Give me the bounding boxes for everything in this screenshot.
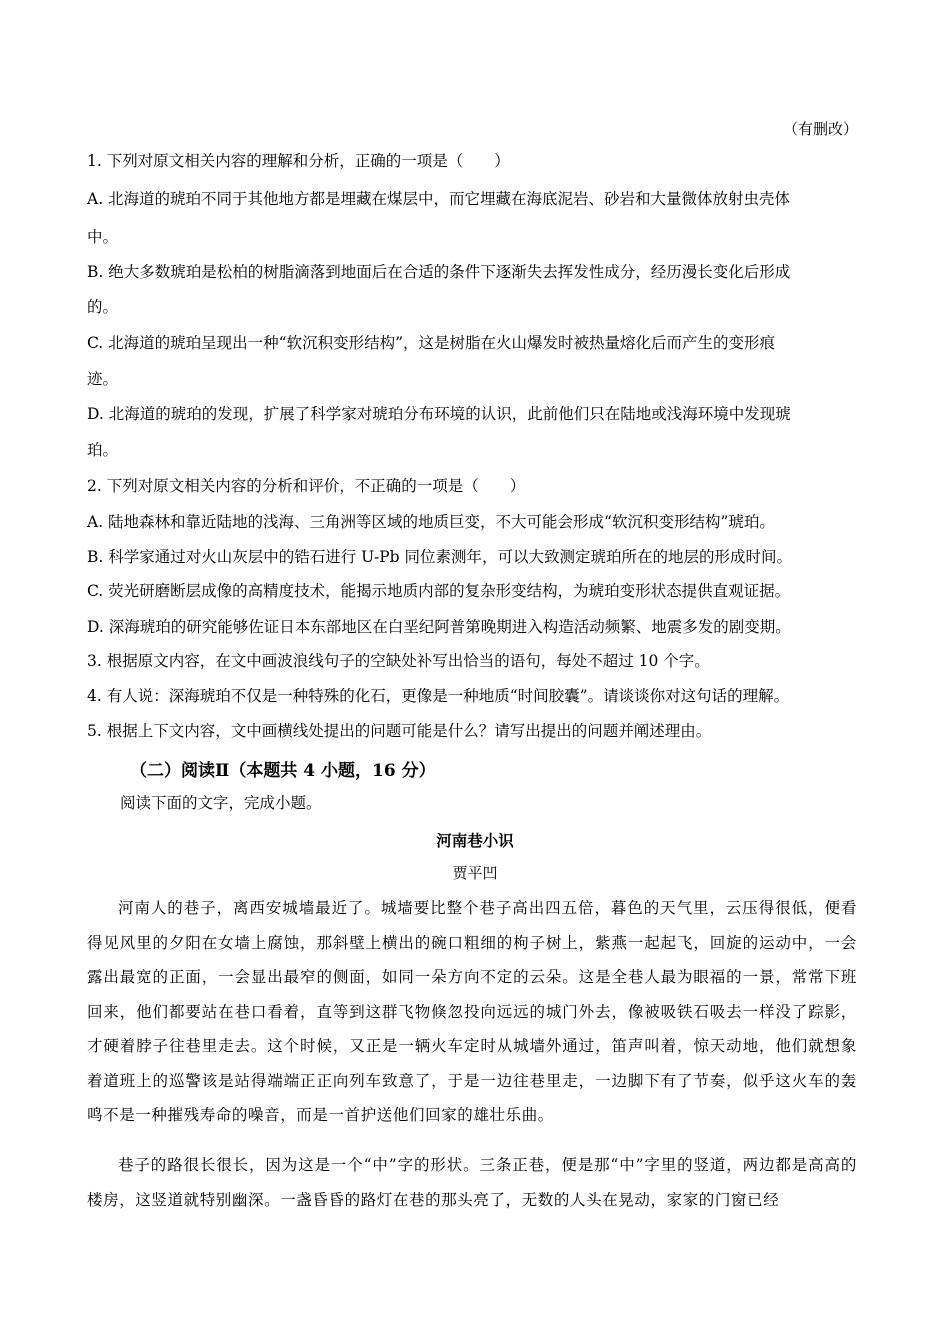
q1-option-a: A. 北海道的琥珀不同于其他地方都是埋藏在煤层中，而它埋藏在海底泥岩、砂岩和大量微体放射虫壳体 [87,190,791,208]
q1-option-b-cont: 的。 [87,298,119,316]
q2-option-c: C. 荧光研磨断层成像的高精度技术，能揭示地质内部的复杂形变结构，为琥珀变形状态提供直观证据。 [87,582,791,600]
q1-option-b: B. 绝大多数琥珀是松柏的树脂滴落到地面后在合适的条件下逐渐失去挥发性成分，经历漫长变化后形成 [87,263,791,281]
q1-option-c-cont: 迹。 [87,370,119,388]
question-4: 4. 有人说：深海琥珀不仅是一种特殊的化石，更像是一种地质“时间胶囊”。请谈谈你对这句话的理解。 [87,687,790,705]
question-5: 5. 根据上下文内容，文中画横线处提出的问题可能是什么？请写出提出的问题并阐述理由。 [87,722,712,740]
q1-option-d: D. 北海道的琥珀的发现，扩展了科学家对琥珀分布环境的认识，此前他们只在陆地或浅海环境中发现琥 [87,405,791,423]
question-3: 3. 根据原文内容，在文中画波浪线句子的空缺处补写出恰当的语句，每处不超过 10 个字。 [87,652,710,670]
source-note: （有删改） [782,120,858,138]
article-paragraph-1: 河南人的巷子，离西安城墙最近了。城墙要比整个巷子高出四五倍，暮色的天气里，云压得很低，便看得见风里的夕阳在女墙上腐蚀，那斜壁上横出的碗口粗细的枸子树上，紫燕一起起飞，回旋的运动中，一会露出最宽的正面，一会显出最窄的侧面，如同一朵方向不定的云朵。这是全巷人最为眼福的一景，常常下班回来，他们都要站在巷口看着，直等到这群飞物倏忽投向远远的城门外去，像被吸铁石吸去一样没了踪影，才硬着脖子往巷里走去。这个时候，又正是一辆火车定时从城墙外通过，笛声叫着，惊天动地，他们就想象着道班上的巡警该是站得端端正正向列车致意了，于是一边往巷里走，一边脚下有了节奏，似乎这火车的轰鸣不是一种摧残寿命的噪音，而是一首护送他们回家的雄壮乐曲。 [87,899,857,1124]
q2-option-a: A. 陆地森林和靠近陆地的浅海、三角洲等区域的地质巨变，不大可能会形成“软沉积变形结构”琥珀。 [87,513,775,531]
section-heading: （二）阅读Ⅱ（本题共 4 小题，16 分） [130,761,436,781]
question-1-stem: 1. 下列对原文相关内容的理解和分析，正确的一项是（ ） [87,152,510,170]
q1-option-a-cont: 中。 [87,228,119,246]
q2-option-b: B. 科学家通过对火山灰层中的锆石进行 U-Pb 同位素测年，可以大致测定琥珀所在的地层的形成时间。 [87,548,792,566]
q1-option-c: C. 北海道的琥珀呈现出一种“软沉积变形结构”，这是树脂在火山爆发时被热量熔化后而产生的变形痕 [87,334,776,352]
article-author: 贾平凹 [452,864,498,882]
q2-option-d: D. 深海琥珀的研究能够佐证日本东部地区在白垩纪阿普第晚期进入构造活动频繁、地震多发的剧变期。 [87,618,791,636]
article-title: 河南巷小识 [436,831,514,850]
article-paragraph-2: 巷子的路很长很长，因为这是一个“中”字的形状。三条正巷，便是那“中”字里的竖道，两边都是高高的楼房，这竖道就特别幽深。一盏昏昏的路灯在巷的那头亮了，无数的人头在晃动，家家的门窗已经 [87,1156,857,1209]
q1-option-d-cont: 珀。 [87,441,119,459]
question-2-stem: 2. 下列对原文相关内容的分析和评价，不正确的一项是（ ） [87,477,526,495]
instruction: 阅读下面的文字，完成小题。 [120,794,322,812]
